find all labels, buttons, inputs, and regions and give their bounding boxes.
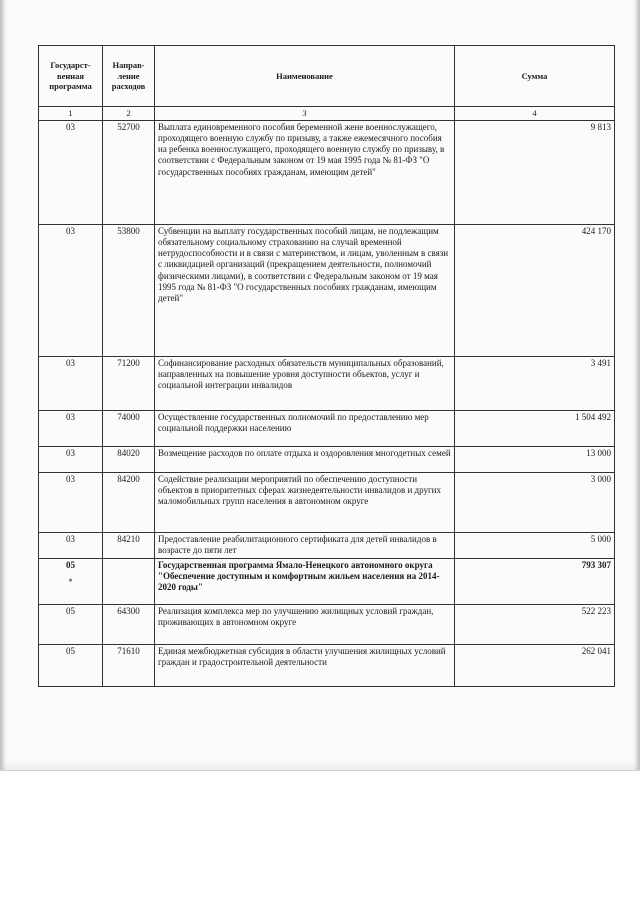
cell-name: Субвенции на выплату государственных пособий лицам, не подлежащим обязательному социальному страхованию на случай временной нетрудоспособности и в связи с материнством, и лицам, уволенным в связи с ликвидацией организаций (прекращением деятельности, полномочий физическими лицами), в соответствии с Федеральным законом от 19 мая 1995 года № 81-ФЗ "О государственных пособиях гражданам, имеющим детей" <box>155 224 455 356</box>
cell-name: Реализация комплекса мер по улучшению жилищных условий граждан, проживающих в автономном округе <box>155 604 455 644</box>
cell-sum: 3 000 <box>455 472 615 532</box>
cell-program: 03 <box>39 472 103 532</box>
header-program: Государст-венная программа <box>39 46 103 107</box>
cell-sum: 3 491 <box>455 356 615 410</box>
cell-direction: 53800 <box>103 224 155 356</box>
cell-direction: 71200 <box>103 356 155 410</box>
cell-sum: 793 307 <box>455 558 615 604</box>
header-sum: Сумма <box>455 46 615 107</box>
margin-mark: * <box>68 576 73 586</box>
budget-table <box>38 45 615 687</box>
column-number: 4 <box>455 107 615 121</box>
cell-direction: 84210 <box>103 532 155 558</box>
cell-direction: 71610 <box>103 644 155 686</box>
cell-program: 03 <box>39 224 103 356</box>
cell-sum: 262 041 <box>455 644 615 686</box>
cell-direction: 74000 <box>103 410 155 446</box>
column-number: 2 <box>103 107 155 121</box>
cell-program: 03 <box>39 120 103 224</box>
cell-program: 03 <box>39 356 103 410</box>
cell-direction: 64300 <box>103 604 155 644</box>
cell-program: 03 <box>39 410 103 446</box>
table-row <box>39 410 615 446</box>
cell-sum: 424 170 <box>455 224 615 356</box>
cell-program <box>39 558 103 604</box>
cell-direction: 52700 <box>103 120 155 224</box>
cell-program: 05 <box>39 644 103 686</box>
column-number-row <box>39 107 615 121</box>
cell-sum: 522 223 <box>455 604 615 644</box>
scan-shadow-left <box>0 0 6 770</box>
cell-name: Возмещение расходов по оплате отдыха и оздоровления многодетных семей <box>155 446 455 472</box>
table-row <box>39 120 615 224</box>
cell-name: Единая межбюджетная субсидия в области улучшения жилищных условий граждан и градостроительной деятельности <box>155 644 455 686</box>
cell-program-value: 05 <box>66 559 75 570</box>
cell-direction <box>103 558 155 604</box>
table-row <box>39 472 615 532</box>
table-row <box>39 356 615 410</box>
cell-program: 03 <box>39 446 103 472</box>
table-row <box>39 644 615 686</box>
header-direction: Направ-ление расходов <box>103 46 155 107</box>
cell-direction: 84200 <box>103 472 155 532</box>
cell-program: 05 <box>39 604 103 644</box>
column-number: 3 <box>155 107 455 121</box>
cell-sum: 5 000 <box>455 532 615 558</box>
cell-sum: 13 000 <box>455 446 615 472</box>
column-number: 1 <box>39 107 103 121</box>
cell-name: Содействие реализации мероприятий по обеспечению доступности объектов в приоритетных сферах жизнедеятельности инвалидов и других маломобильных групп населения в автономном округе <box>155 472 455 532</box>
cell-name: Выплата единовременного пособия беременной жене военнослужащего, проходящего военную службу по призыву, а также ежемесячного пособия на ребенка военнослужащего, проходящего военную службу по призыву, в соответствии с Федеральным законом от 19 мая 1995 года № 81-ФЗ "О государственных пособиях гражданам, имеющим детей" <box>155 120 455 224</box>
cell-sum: 1 504 492 <box>455 410 615 446</box>
cell-name: Осуществление государственных полномочий по предоставлению мер социальной поддержки населению <box>155 410 455 446</box>
scan-shadow-right <box>634 0 640 770</box>
table-row <box>39 224 615 356</box>
table-header-row <box>39 46 615 107</box>
table-row <box>39 532 615 558</box>
cell-direction: 84020 <box>103 446 155 472</box>
table-row-program-total <box>39 558 615 604</box>
cell-name: Государственная программа Ямало-Ненецкого автономного округа "Обеспечение доступным и комфортным жильем населения на 2014-2020 годы" <box>155 558 455 604</box>
cell-sum: 9 813 <box>455 120 615 224</box>
cell-name: Софинансирование расходных обязательств муниципальных образований, направленных на повышение уровня доступности объектов, услуг и социальной интеграции инвалидов <box>155 356 455 410</box>
cell-name: Предоставление реабилитационного сертификата для детей инвалидов в возрасте до пяти лет <box>155 532 455 558</box>
header-name: Наименование <box>155 46 455 107</box>
table-row <box>39 446 615 472</box>
table-row <box>39 604 615 644</box>
cell-program: 03 <box>39 532 103 558</box>
